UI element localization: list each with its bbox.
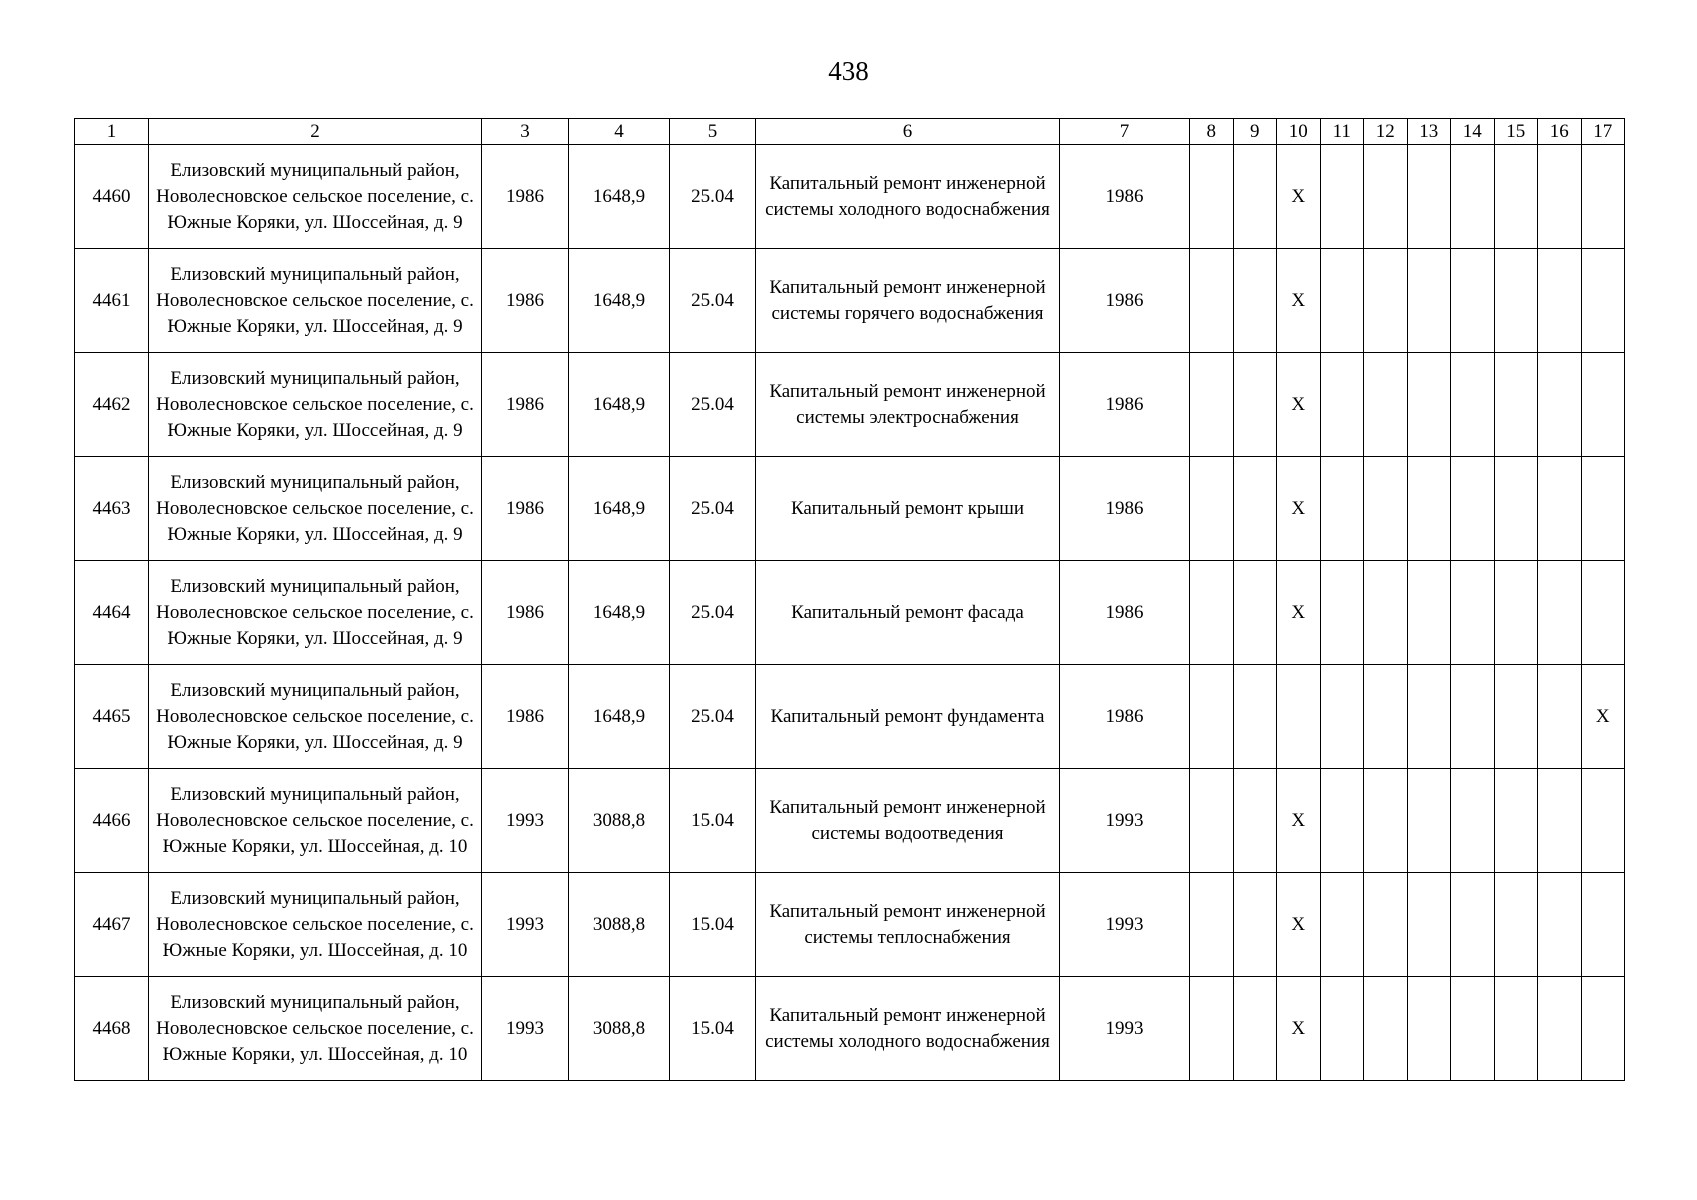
wear-cell: 25.04 [670,145,756,249]
period-mark-cell [1494,977,1538,1081]
address-cell: Елизовский муниципальный район, Новолесновское сельское поселение, с. Южные Коряки, ул. Шоссейная, д. 9 [149,249,482,353]
period-mark-cell [1407,665,1451,769]
period-mark-cell [1320,457,1364,561]
period-mark-cell [1494,353,1538,457]
period-mark-cell [1451,769,1495,873]
row-number-cell: 4460 [75,145,149,249]
row-number-cell: 4465 [75,665,149,769]
column-header: 11 [1320,119,1364,145]
wear-cell: 15.04 [670,873,756,977]
period-mark-cell [1451,145,1495,249]
period-mark-cell: X [1277,873,1321,977]
period-mark-cell [1233,145,1277,249]
period-mark-cell [1494,665,1538,769]
period-mark-cell [1451,457,1495,561]
column-header: 16 [1538,119,1582,145]
work-type-cell: Капитальный ремонт инженерной системы холодного водоснабжения [756,977,1060,1081]
last-repair-cell: 1993 [1060,769,1190,873]
column-header: 9 [1233,119,1277,145]
period-mark-cell [1494,769,1538,873]
period-mark-cell [1364,353,1408,457]
period-mark-cell [1190,977,1234,1081]
period-mark-cell [1364,977,1408,1081]
last-repair-cell: 1986 [1060,145,1190,249]
build-year-cell: 1986 [482,457,569,561]
build-year-cell: 1986 [482,353,569,457]
period-mark-cell [1233,977,1277,1081]
column-header: 13 [1407,119,1451,145]
area-cell: 1648,9 [569,665,670,769]
column-header: 8 [1190,119,1234,145]
table-row [75,977,1625,1081]
period-mark-cell: X [1277,353,1321,457]
period-mark-cell [1581,873,1625,977]
address-cell: Елизовский муниципальный район, Новолесновское сельское поселение, с. Южные Коряки, ул. Шоссейная, д. 9 [149,145,482,249]
table-row [75,561,1625,665]
period-mark-cell [1320,145,1364,249]
column-header: 3 [482,119,569,145]
column-header: 15 [1494,119,1538,145]
wear-cell: 25.04 [670,353,756,457]
period-mark-cell [1494,249,1538,353]
period-mark-cell: X [1581,665,1625,769]
address-cell: Елизовский муниципальный район, Новолесновское сельское поселение, с. Южные Коряки, ул. Шоссейная, д. 9 [149,353,482,457]
column-header: 12 [1364,119,1408,145]
period-mark-cell [1364,457,1408,561]
column-header: 1 [75,119,149,145]
period-mark-cell [1190,457,1234,561]
area-cell: 1648,9 [569,145,670,249]
period-mark-cell [1581,561,1625,665]
period-mark-cell [1364,873,1408,977]
work-type-cell: Капитальный ремонт фасада [756,561,1060,665]
period-mark-cell [1364,249,1408,353]
build-year-cell: 1986 [482,249,569,353]
period-mark-cell [1451,561,1495,665]
area-cell: 1648,9 [569,353,670,457]
period-mark-cell [1320,769,1364,873]
work-type-cell: Капитальный ремонт инженерной системы холодного водоснабжения [756,145,1060,249]
period-mark-cell [1538,561,1582,665]
column-header: 2 [149,119,482,145]
row-number-cell: 4468 [75,977,149,1081]
last-repair-cell: 1993 [1060,977,1190,1081]
work-type-cell: Капитальный ремонт инженерной системы водоотведения [756,769,1060,873]
period-mark-cell [1190,873,1234,977]
period-mark-cell [1190,353,1234,457]
period-mark-cell [1581,145,1625,249]
last-repair-cell: 1986 [1060,561,1190,665]
address-cell: Елизовский муниципальный район, Новолесновское сельское поселение, с. Южные Коряки, ул. Шоссейная, д. 10 [149,977,482,1081]
period-mark-cell [1451,977,1495,1081]
registry-table [74,118,1625,1081]
period-mark-cell [1364,665,1408,769]
period-mark-cell [1233,873,1277,977]
period-mark-cell [1407,249,1451,353]
last-repair-cell: 1993 [1060,873,1190,977]
build-year-cell: 1993 [482,977,569,1081]
period-mark-cell [1494,873,1538,977]
column-header: 4 [569,119,670,145]
area-cell: 3088,8 [569,977,670,1081]
period-mark-cell [1494,457,1538,561]
table-row [75,873,1625,977]
period-mark-cell: X [1277,249,1321,353]
period-mark-cell [1451,249,1495,353]
column-header: 17 [1581,119,1625,145]
last-repair-cell: 1986 [1060,665,1190,769]
period-mark-cell [1320,353,1364,457]
period-mark-cell [1190,249,1234,353]
row-number-cell: 4462 [75,353,149,457]
period-mark-cell [1538,769,1582,873]
period-mark-cell [1233,665,1277,769]
table-row [75,353,1625,457]
period-mark-cell [1451,665,1495,769]
period-mark-cell: X [1277,145,1321,249]
period-mark-cell [1538,665,1582,769]
period-mark-cell [1581,353,1625,457]
period-mark-cell [1494,561,1538,665]
period-mark-cell [1190,769,1234,873]
period-mark-cell [1320,249,1364,353]
address-cell: Елизовский муниципальный район, Новолесновское сельское поселение, с. Южные Коряки, ул. Шоссейная, д. 9 [149,561,482,665]
table-row [75,457,1625,561]
period-mark-cell [1233,457,1277,561]
period-mark-cell [1538,145,1582,249]
period-mark-cell [1407,561,1451,665]
period-mark-cell [1364,145,1408,249]
area-cell: 3088,8 [569,873,670,977]
period-mark-cell [1320,873,1364,977]
period-mark-cell [1233,561,1277,665]
period-mark-cell [1538,353,1582,457]
work-type-cell: Капитальный ремонт инженерной системы теплоснабжения [756,873,1060,977]
row-number-cell: 4461 [75,249,149,353]
period-mark-cell [1407,977,1451,1081]
build-year-cell: 1986 [482,665,569,769]
period-mark-cell: X [1277,769,1321,873]
build-year-cell: 1986 [482,561,569,665]
period-mark-cell [1407,353,1451,457]
period-mark-cell [1277,665,1321,769]
wear-cell: 25.04 [670,249,756,353]
period-mark-cell [1407,873,1451,977]
page-number: 438 [828,56,869,86]
work-type-cell: Капитальный ремонт инженерной системы горячего водоснабжения [756,249,1060,353]
area-cell: 1648,9 [569,249,670,353]
period-mark-cell [1407,145,1451,249]
row-number-cell: 4467 [75,873,149,977]
period-mark-cell [1407,457,1451,561]
period-mark-cell [1581,977,1625,1081]
period-mark-cell [1538,249,1582,353]
wear-cell: 15.04 [670,977,756,1081]
period-mark-cell: X [1277,977,1321,1081]
last-repair-cell: 1986 [1060,353,1190,457]
build-year-cell: 1993 [482,873,569,977]
period-mark-cell [1494,145,1538,249]
address-cell: Елизовский муниципальный район, Новолесновское сельское поселение, с. Южные Коряки, ул. Шоссейная, д. 10 [149,873,482,977]
build-year-cell: 1986 [482,145,569,249]
area-cell: 3088,8 [569,769,670,873]
period-mark-cell [1581,769,1625,873]
area-cell: 1648,9 [569,457,670,561]
column-header: 5 [670,119,756,145]
row-number-cell: 4464 [75,561,149,665]
row-number-cell: 4463 [75,457,149,561]
work-type-cell: Капитальный ремонт крыши [756,457,1060,561]
period-mark-cell: X [1277,457,1321,561]
work-type-cell: Капитальный ремонт фундамента [756,665,1060,769]
last-repair-cell: 1986 [1060,457,1190,561]
period-mark-cell [1233,769,1277,873]
table-row [75,665,1625,769]
address-cell: Елизовский муниципальный район, Новолесновское сельское поселение, с. Южные Коряки, ул. Шоссейная, д. 10 [149,769,482,873]
period-mark-cell [1190,665,1234,769]
period-mark-cell [1364,769,1408,873]
period-mark-cell [1538,977,1582,1081]
period-mark-cell [1320,977,1364,1081]
area-cell: 1648,9 [569,561,670,665]
wear-cell: 25.04 [670,457,756,561]
wear-cell: 25.04 [670,665,756,769]
build-year-cell: 1993 [482,769,569,873]
table-row [75,769,1625,873]
table-row [75,145,1625,249]
period-mark-cell [1451,873,1495,977]
address-cell: Елизовский муниципальный район, Новолесновское сельское поселение, с. Южные Коряки, ул. Шоссейная, д. 9 [149,457,482,561]
wear-cell: 25.04 [670,561,756,665]
period-mark-cell [1190,561,1234,665]
table-body [75,119,1625,1081]
last-repair-cell: 1986 [1060,249,1190,353]
column-header: 7 [1060,119,1190,145]
row-number-cell: 4466 [75,769,149,873]
period-mark-cell [1320,561,1364,665]
period-mark-cell [1233,353,1277,457]
period-mark-cell [1538,457,1582,561]
column-header: 10 [1277,119,1321,145]
period-mark-cell [1407,769,1451,873]
table-row [75,249,1625,353]
period-mark-cell [1364,561,1408,665]
wear-cell: 15.04 [670,769,756,873]
header-row [75,119,1625,145]
period-mark-cell [1190,145,1234,249]
period-mark-cell [1320,665,1364,769]
period-mark-cell [1538,873,1582,977]
work-type-cell: Капитальный ремонт инженерной системы электроснабжения [756,353,1060,457]
period-mark-cell [1581,457,1625,561]
period-mark-cell [1233,249,1277,353]
period-mark-cell [1581,249,1625,353]
address-cell: Елизовский муниципальный район, Новолесновское сельское поселение, с. Южные Коряки, ул. Шоссейная, д. 9 [149,665,482,769]
period-mark-cell [1451,353,1495,457]
period-mark-cell: X [1277,561,1321,665]
column-header: 6 [756,119,1060,145]
column-header: 14 [1451,119,1495,145]
